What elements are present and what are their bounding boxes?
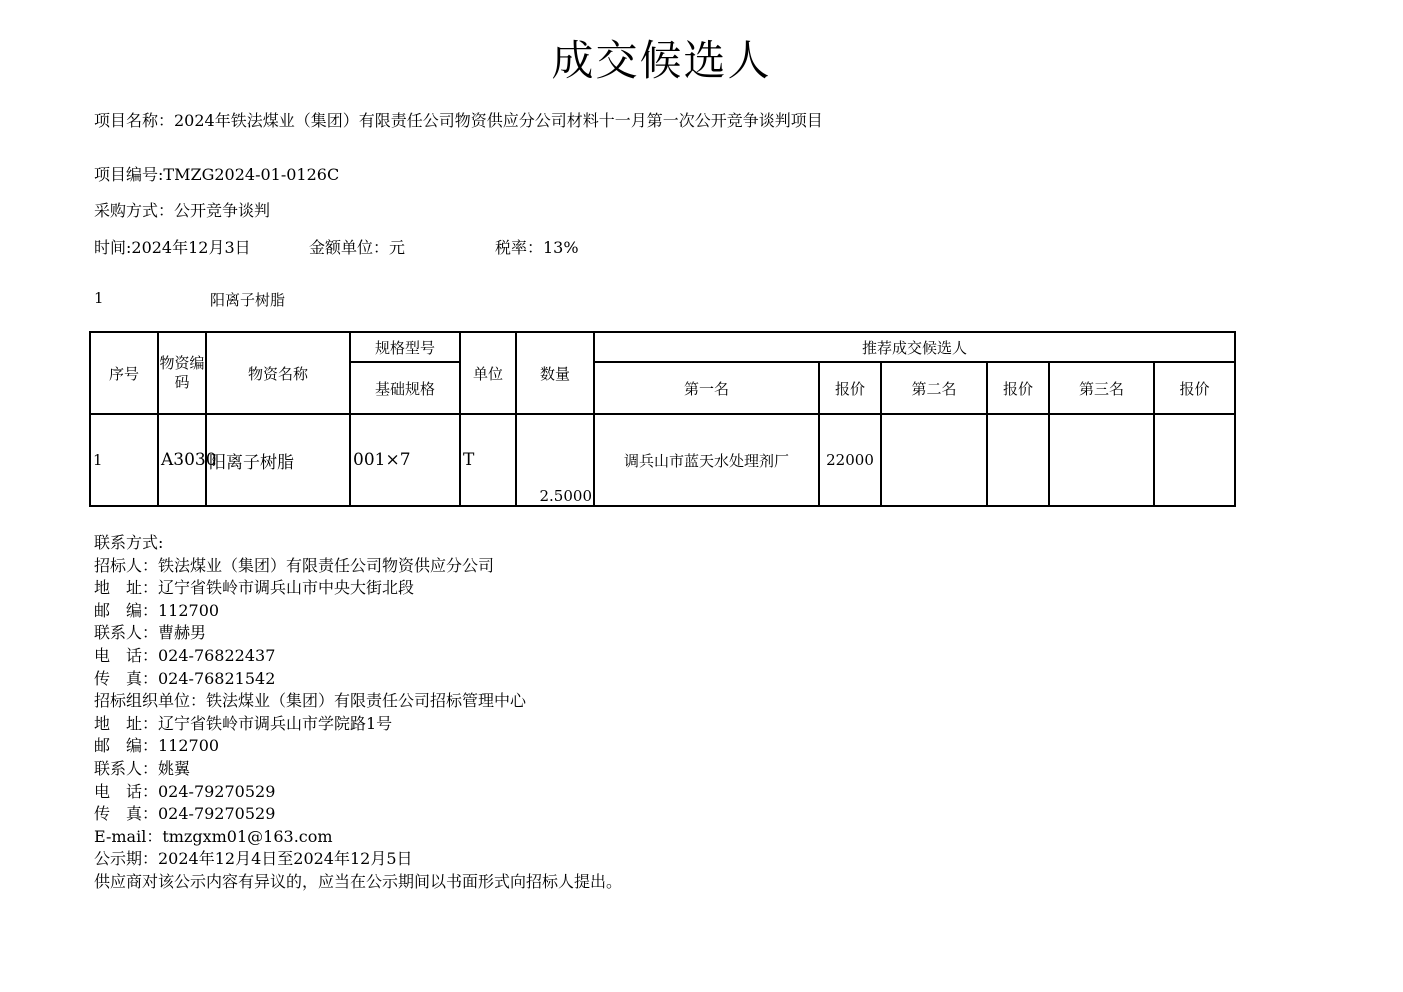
header-third: 第三名 (1049, 362, 1154, 414)
agency-fax: 传 真：024-79270529 (94, 804, 276, 824)
header-base-spec: 基础规格 (350, 362, 460, 414)
cell-unit: T (460, 414, 516, 506)
cell-price3 (1154, 414, 1235, 506)
table-header-row (90, 332, 1235, 362)
candidate-table (89, 331, 1236, 507)
agency-email: E-mail：tmzgxm01@163.com (94, 826, 333, 846)
header-price3: 报价 (1154, 362, 1235, 414)
cell-first: 调兵山市蓝天水处理剂厂 (594, 414, 819, 506)
objection-note: 供应商对该公示内容有异议的，应当在公示期间以书面形式向招标人提出。 (94, 871, 623, 891)
header-price1: 报价 (819, 362, 881, 414)
header-quantity: 数量 (516, 332, 594, 414)
header-price2: 报价 (987, 362, 1049, 414)
cell-material-name: 阳离子树脂 (206, 414, 350, 506)
purchase-method: 采购方式：公开竞争谈判 (94, 201, 271, 220)
agency-address: 地 址：辽宁省铁岭市调兵山市学院路1号 (94, 713, 393, 733)
meta-line (94, 235, 579, 258)
header-material-code: 物资编码 (158, 332, 206, 414)
cell-seq: 1 (90, 414, 158, 506)
agency-postcode: 邮 编：112700 (94, 736, 220, 756)
tenderer-postcode: 邮 编：112700 (94, 600, 220, 620)
page-title: 成交候选人 (551, 36, 772, 85)
time: 时间:2024年12月3日 (94, 238, 251, 257)
item-name: 阳离子树脂 (210, 291, 286, 309)
agency: 招标组织单位：铁法煤业（集团）有限责任公司招标管理中心 (94, 691, 527, 711)
cell-quantity: 2.5000 (516, 414, 594, 506)
publicity-period: 公示期：2024年12月4日至2024年12月5日 (94, 849, 413, 869)
cell-price2 (987, 414, 1049, 506)
cell-second (881, 414, 987, 506)
table-row (90, 414, 1235, 506)
header-recommended: 推荐成交候选人 (594, 332, 1235, 362)
tenderer: 招标人：铁法煤业（集团）有限责任公司物资供应分公司 (94, 555, 495, 575)
header-seq: 序号 (90, 332, 158, 414)
project-code: 项目编号:TMZG2024-01-0126C (94, 165, 340, 184)
contact-block (94, 532, 622, 894)
cell-price1: 22000 (819, 414, 881, 506)
tenderer-fax: 传 真：024-76821542 (94, 668, 276, 688)
cell-material-code: A3030 (158, 414, 206, 506)
header-spec-model: 规格型号 (350, 332, 460, 362)
tenderer-phone: 电 话：024-76822437 (94, 645, 276, 665)
contact-heading: 联系方式: (94, 533, 164, 552)
header-second: 第二名 (881, 362, 987, 414)
header-first: 第一名 (594, 362, 819, 414)
tax-rate: 税率：13% (495, 238, 579, 257)
tenderer-contact: 联系人：曹赫男 (94, 623, 207, 643)
cell-third (1049, 414, 1154, 506)
project-name: 项目名称：2024年铁法煤业（集团）有限责任公司物资供应分公司材料十一月第一次公开竞争谈判项目 (94, 111, 823, 130)
agency-phone: 电 话：024-79270529 (94, 781, 276, 801)
header-material-name: 物资名称 (206, 332, 350, 414)
agency-contact: 联系人：姚翼 (94, 758, 191, 778)
item-number: 1 (94, 289, 104, 307)
tenderer-address: 地 址：辽宁省铁岭市调兵山市中央大街北段 (94, 578, 415, 598)
header-unit: 单位 (460, 332, 516, 414)
cell-base-spec: 001×7 (350, 414, 460, 506)
amount-unit: 金额单位：元 (309, 238, 406, 257)
